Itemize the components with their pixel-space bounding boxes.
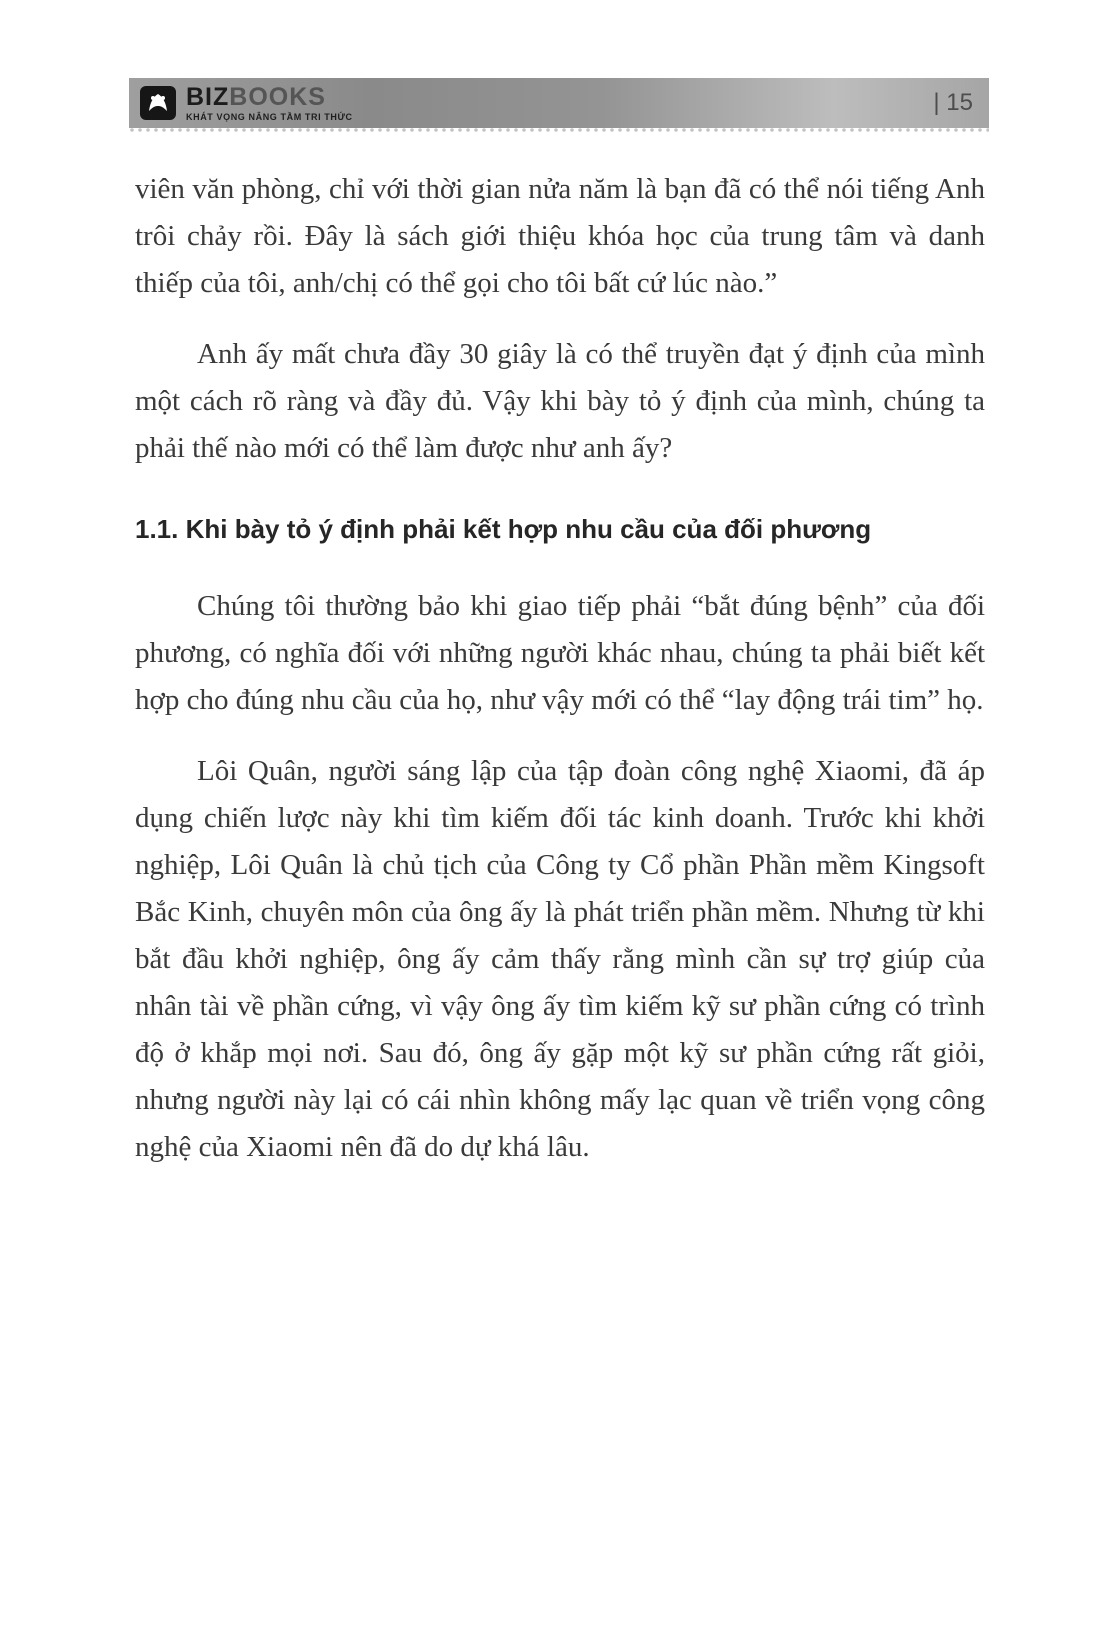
body-paragraph: Anh ấy mất chưa đầy 30 giây là có thể truyền đạt ý định của mình một cách rõ ràng và đầy đủ. Vậy khi bày tỏ ý định của mình, chúng ta phải thế nào mới có thể làm được như anh ấy? [135,338,985,464]
body-paragraph: Chúng tôi thường bảo khi giao tiếp phải “bắt đúng bệnh” của đối phương, có nghĩa đối với những người khác nhau, chúng ta phải biết kết hợp cho đúng nhu cầu của họ, như vậy mới có thể “lay động trái tim” họ. [135,590,985,717]
brand-name [186,83,326,111]
brand-name-books: BOOKS [229,82,326,111]
page-number: | 15 [933,89,973,116]
bizbooks-brand [139,82,353,122]
body-paragraph: Lôi Quân, người sáng lập của tập đoàn công nghệ Xiaomi, đã áp dụng chiến lược này khi tìm kiếm đối tác kinh doanh. Trước khi khởi nghiệp, Lôi Quân là chủ tịch của Công ty Cổ phần Phần mềm Kingsoft Bắc Kinh, chuyên môn của ông ấy là phát triển phần mềm. Nhưng từ khi bắt đầu khởi nghiệp, ông ấy cảm thấy rằng mình cần sự trợ giúp của nhân tài về phần cứng, vì vậy ông ấy tìm kiếm kỹ sư phần cứng có trình độ ở khắp mọi nơi. Sau đó, ông ấy gặp một kỹ sư phần cứng rất giỏi, nhưng người này lại có cái nhìn không mấy lạc quan về triển vọng công nghệ của Xiaomi nên đã do dự khá lâu. [135,755,985,1164]
brand-tagline: KHÁT VỌNG NÂNG TẦM TRI THỨC [186,111,353,122]
page-body-text [135,166,985,1195]
brand-name-biz: BIZ [186,82,230,111]
bizbooks-logo-icon [139,85,177,121]
page-header-band [129,78,989,128]
brand-text [186,82,353,122]
body-paragraph: viên văn phòng, chỉ với thời gian nửa năm là bạn đã có thể nói tiếng Anh trôi chảy rồi. Đây là sách giới thiệu khóa học của trung tâm và danh thiếp của tôi, anh/chị có thể gọi cho tôi bất cứ lúc nào.” [135,173,985,299]
section-heading: 1.1. Khi bày tỏ ý định phải kết hợp nhu cầu của đối phương [135,514,872,544]
